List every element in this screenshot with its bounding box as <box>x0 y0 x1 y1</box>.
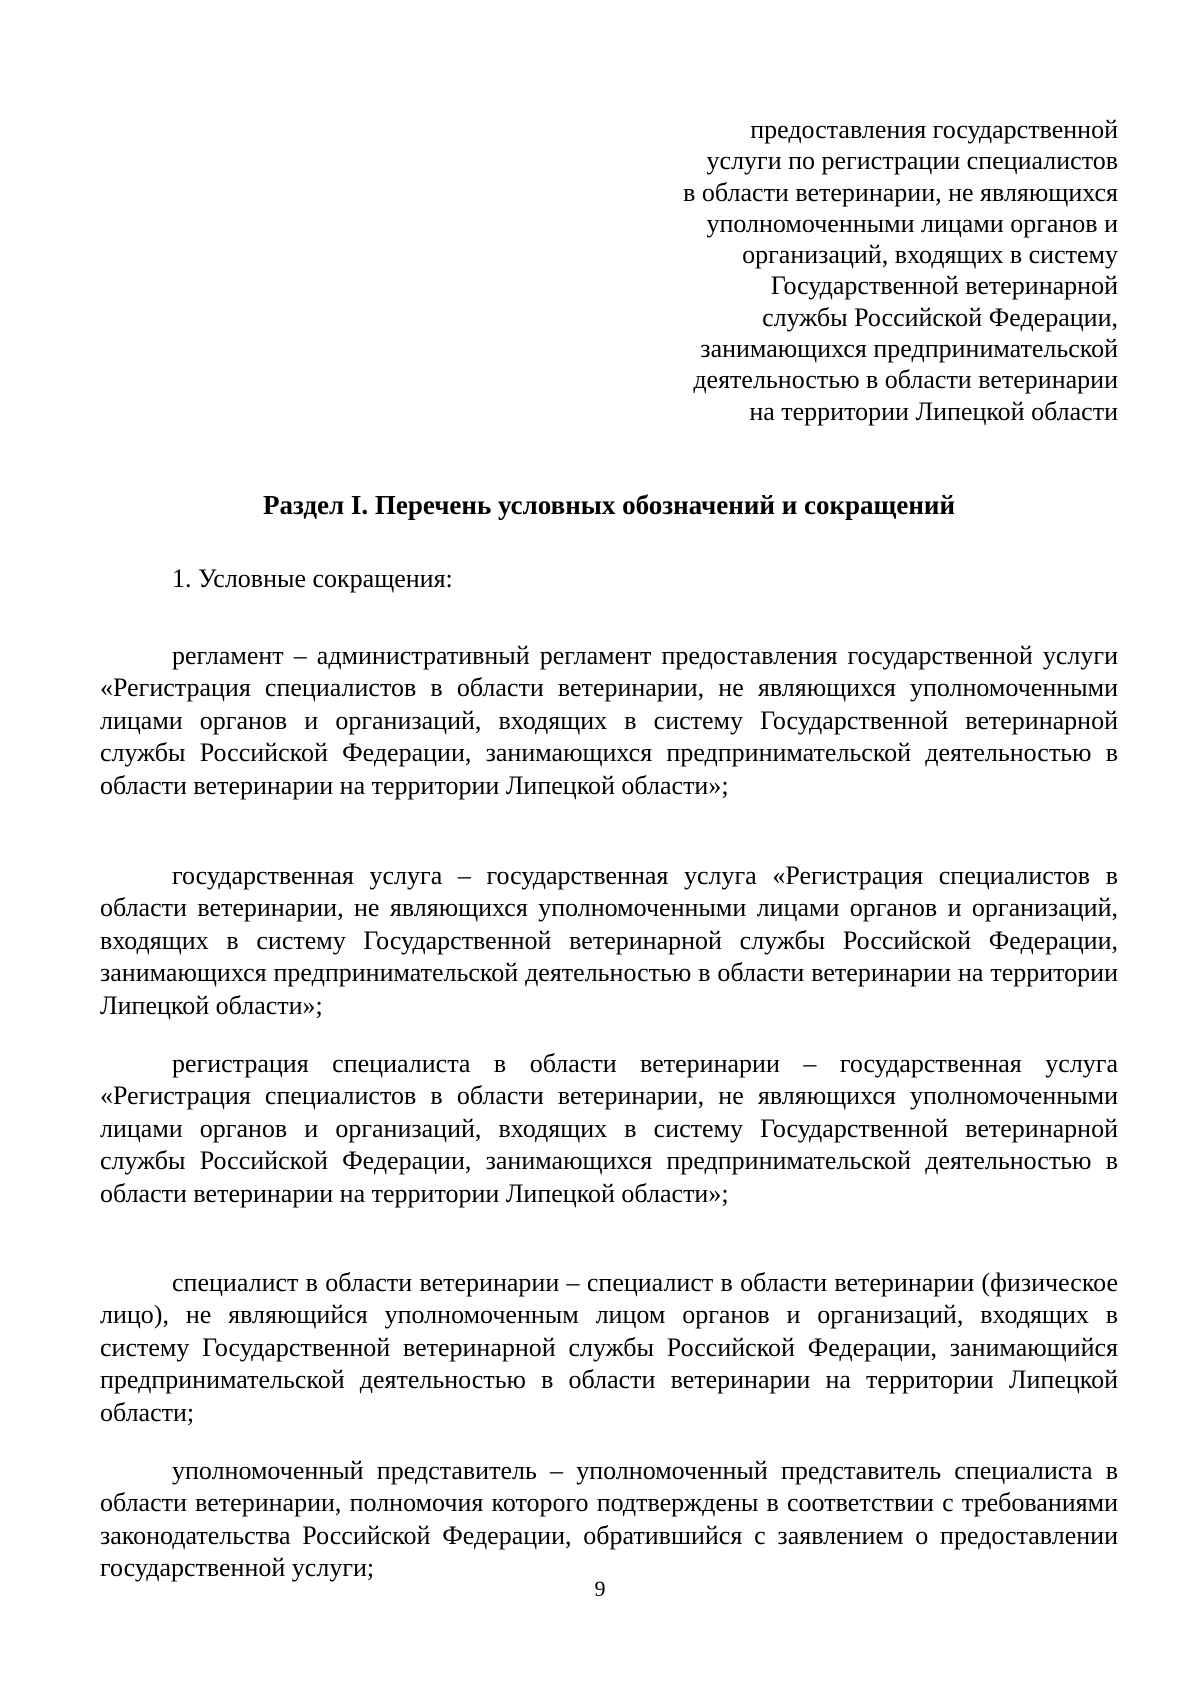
header-line: организаций, входящих в систему <box>742 240 1118 270</box>
page-number: 9 <box>594 1576 606 1601</box>
header-line: уполномоченными лицами органов и <box>706 208 1118 238</box>
header-line: деятельностью в области ветеринарии <box>693 365 1118 395</box>
paragraph-gos-usluga: государственная услуга – государственная услуга «Регистрация специалистов в области ветеринарии, не являющихся уполномоченными лицами органов и организаций, входящих в систему Государственной ветеринарной службы Российской Федерации, занимающихся предпринимательской деятельностью в области ветеринарии на территории Липецкой области»; <box>100 861 1118 1020</box>
paragraph-representative: уполномоченный представитель – уполномоченный представитель специалиста в области ветеринарии, полномочия которого подтверждены в соответствии с требованиями законодательства Российской Федерации, обратившийся с заявлением о предоставлении государственной услуги; <box>100 1456 1118 1583</box>
header-line: службы Российской Федерации, <box>762 302 1118 332</box>
header-line: в области ветеринарии, не являющихся <box>683 177 1118 207</box>
paragraph-reglament: регламент – административный регламент предоставления государственной услуги «Регистрация специалистов в области ветеринарии, не являющихся уполномоченными лицами органов и организаций, входящих в систему Государственной ветеринарной службы Российской Федерации, занимающихся предпринимательской деятельностью в области ветеринарии на территории Липецкой области»; <box>100 641 1118 800</box>
section-title: Раздел I. Перечень условных обозначений и сокращений <box>262 490 956 520</box>
header-line: на территории Липецкой области <box>749 396 1118 426</box>
header-line: предоставления государственной <box>750 115 1118 144</box>
paragraph-registration: регистрация специалиста в области ветеринарии – государственная услуга «Регистрация специалистов в области ветеринарии, не являющихся уполномоченными лицами органов и организаций, входящих в систему Государственной ветеринарной службы Российской Федерации, занимающихся предпринимательской деятельностью в области ветеринарии на территории Липецкой области»; <box>100 1049 1118 1208</box>
header-line: занимающихся предпринимательской <box>700 334 1118 364</box>
paragraph-specialist: специалист в области ветеринарии – специалист в области ветеринарии (физическое лицо), не являющийся уполномоченным лицом органов и организаций, входящих в систему Государственной ветеринарной службы Российской Федерации, занимающийся предпринимательской деятельностью в области ветеринарии на территории Липецкой области; <box>100 1268 1118 1427</box>
header-block <box>560 114 1118 427</box>
header-line: Государственной ветеринарной <box>770 271 1118 301</box>
item-title: 1. Условные сокращения: <box>172 564 453 593</box>
header-line: услуги по регистрации специалистов <box>706 146 1118 176</box>
